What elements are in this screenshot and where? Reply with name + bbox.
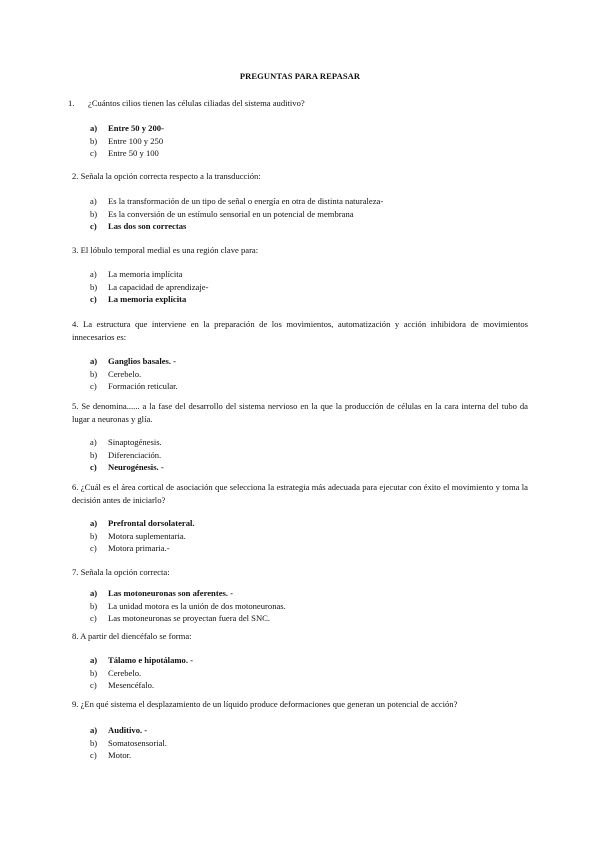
option-a: a) Es la transformación de un tipo de señal o energía en otra de distinta naturaleza- (90, 196, 384, 206)
question-8: 8. A partir del diencéfalo se forma: (72, 631, 192, 641)
option-b: b) Cerebelo. (90, 667, 142, 678)
question-4: 4. La estructura que interviene en la preparación de los movimientos, automatización y acción inhibidora de movimientos innecesarios es: (72, 319, 528, 342)
option-b: b) Es la conversión de un estímulo sensorial en un potencial de membrana (90, 208, 354, 219)
option-c: c) Mesencéfalo. (90, 680, 155, 691)
option-b: b) Somatosensorial. (90, 737, 167, 748)
question-number: 1. (68, 98, 75, 108)
option-b: b) Entre 100 y 250 (90, 135, 164, 146)
option-a: a) Prefrontal dorsolateral. (90, 518, 195, 528)
option-a: a) Entre 50 y 200- (90, 123, 164, 133)
question-1 (68, 97, 524, 110)
option-a: a) Tálamo e hipotálamo. - (90, 655, 193, 665)
options-2 (90, 195, 383, 233)
option-c: c) Entre 50 y 100 (90, 148, 159, 159)
option-b: b) Motora suplementaria. (90, 530, 186, 541)
question-2: 2. Señala la opción correcta respecto a la transducción: (72, 171, 261, 181)
option-a: a) Auditivo. - (90, 725, 148, 735)
options-8 (90, 654, 193, 692)
option-b: b) Diferenciación. (90, 449, 162, 460)
option-b: b) La unidad motora es la unión de dos motoneuronas. (90, 600, 286, 611)
option-c: c) Neurogénesis. - (90, 462, 164, 473)
option-a: a) Ganglios basales. - (90, 356, 177, 366)
option-a: a) Sinaptogénesis. (90, 437, 162, 447)
option-c: c) Formación reticular. (90, 381, 178, 392)
question-7: 7. Señala la opción correcta: (72, 567, 170, 577)
question-5: 5. Se denomina...... a la fase del desarrollo del sistema nervioso en la que la producción de células en la cara interna del tubo da lugar a neuronas y glía. (72, 401, 528, 424)
option-c: c) Motora primaria.- (90, 543, 170, 554)
question-text: ¿Cuántos cilios tienen las células ciliadas del sistema auditivo? (88, 98, 305, 108)
question-3: 3. El lóbulo temporal medial es una región clave para: (72, 245, 259, 255)
options-1 (90, 122, 164, 160)
page-title: PREGUNTAS PARA REPASAR (239, 71, 361, 81)
options-9 (90, 724, 167, 762)
question-6: 6. ¿Cuál es el área cortical de asociación que selecciona la estrategia más adecuada para ejecutar con éxito el movimiento y toma la decisión antes de iniciarlo? (72, 482, 528, 505)
option-a: a) Las motoneuronas son aferentes. - (90, 588, 234, 598)
options-6 (90, 517, 195, 555)
option-c: c) La memoria explícita (90, 294, 187, 305)
option-b: b) La capacidad de aprendizaje- (90, 281, 209, 292)
option-b: b) Cerebelo. (90, 368, 142, 379)
option-c: c) Motor. (90, 750, 132, 761)
options-4 (90, 355, 178, 393)
option-a: a) La memoria implícita (90, 269, 183, 279)
question-9: 9. ¿En qué sistema el desplazamiento de un líquido produce deformaciones que generan un potencial de acción? (72, 699, 458, 709)
options-5 (90, 436, 164, 474)
option-c: c) Las dos son correctas (90, 221, 187, 232)
option-c: c) Las motoneuronas se proyectan fuera del SNC. (90, 613, 271, 624)
options-3 (90, 268, 208, 306)
options-7 (90, 587, 286, 625)
